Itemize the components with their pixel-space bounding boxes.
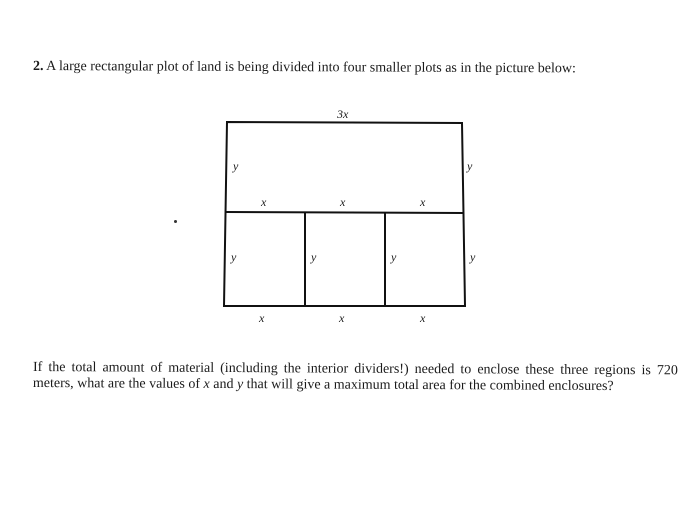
label-bottom-y-3: y [391,250,397,264]
label-bottom-x-1: x [259,311,265,325]
horizontal-divider [226,212,464,213]
problem-text: A large rectangular plot of land is being divided into four smaller plots as in the picture below: [46,59,576,77]
question-part-1: If the total amount of material (including the interior dividers!) needed to enclose these three regions is 720 meters, what are the values of [32,360,678,392]
label-bottom-x-2: x [339,311,345,325]
label-top-3x: 3x [337,107,349,121]
label-mid-x-2: x [340,195,346,209]
label-top-left-y: y [233,159,239,173]
question-var-x: x [203,376,210,392]
outer-rectangle [224,122,465,306]
label-bottom-y-2: y [311,250,317,264]
question-var-y: y [236,376,244,392]
question-part-2: and [209,376,238,392]
label-mid-x-3: x [420,195,426,209]
problem-number: 2. [32,58,44,75]
label-top-right-y: y [467,159,473,173]
label-bottom-y-4: y [470,250,476,264]
label-mid-x-1: x [261,195,267,209]
question-part-3: that will give a maximum total area for the combined enclosures? [243,376,614,394]
label-bottom-x-3: x [420,311,426,325]
question-text [33,360,678,394]
label-bottom-y-1: y [231,250,237,264]
